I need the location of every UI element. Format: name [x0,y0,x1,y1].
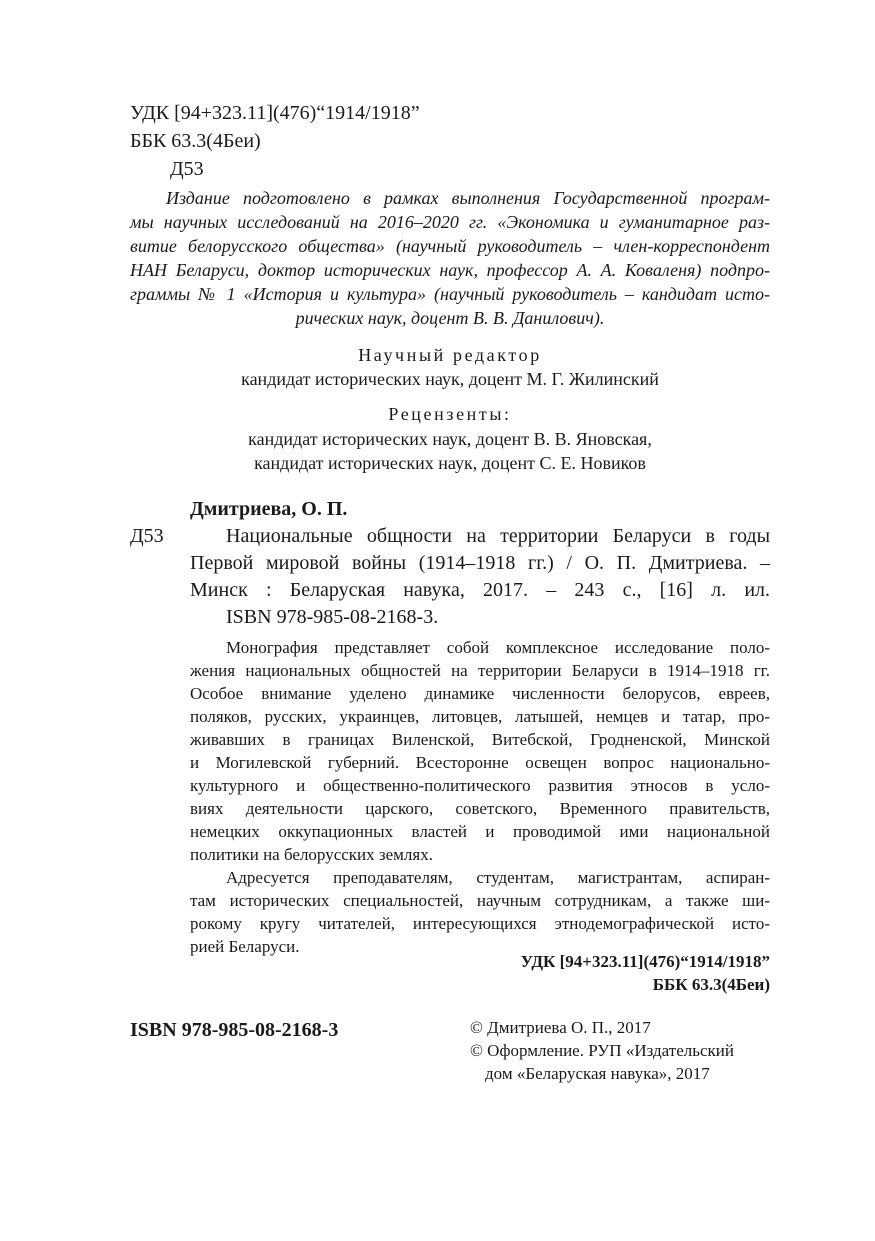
funding-note-line: граммы № 1 «История и культура» (научный руководитель – кандидат исто- [130,284,770,304]
funding-note-line: витие белорусского общества» (научный руководитель – член-корреспондент [130,236,770,256]
abstract-line: жения национальных общностей на территории Беларуси в 1914–1918 гг. [190,661,770,680]
audience-line: рией Беларуси. [190,937,300,956]
editor-name: кандидат исторических наук, доцент М. Г. Жилинский [241,369,659,389]
author-mark: Д53 [170,158,204,180]
reviewers-heading: Рецензенты: [388,404,512,424]
funding-note-line: мы научных исследований на 2016–2020 гг. «Экономика и гуманитарное раз- [130,212,770,232]
catalog-description [190,523,770,631]
bbk-code: ББК 63.3(4Беи) [130,130,261,152]
audience-line: там исторических специальностей, научным сотрудникам, а также ши- [190,891,770,910]
reviewer-name: кандидат исторических наук, доцент В. В. Яновская, [248,429,652,449]
abstract [190,636,770,958]
catalog-isbn: ISBN 978-985-08-2168-3. [226,606,439,628]
catalog-author: Дмитриева, О. П. [190,498,348,520]
abstract-line: культурного и общественно-политического развития этносов в усло- [190,776,770,795]
copyright-design: © Оформление. РУП «Издательский [470,1041,734,1060]
catalog-line: Минск : Беларуская навука, 2017. – 243 с., [16] л. ил. [190,579,770,601]
funding-note-line: НАН Беларуси, доктор исторических наук, профессор А. А. Коваленя) подпро- [130,260,770,280]
footer-bbk: ББК 63.3(4Беи) [652,975,770,994]
abstract-line: немецких оккупационных властей и проводимой ими национальной [190,822,770,841]
catalog-mark: Д53 [130,525,164,547]
catalog-line: Национальные общности на территории Беларуси в годы [226,525,770,547]
funding-note [130,186,770,330]
audience-line: рокому кругу читателей, интересующихся этнодемографической исто- [190,914,770,933]
audience-line: Адресуется преподавателям, студентам, магистрантам, аспиран- [226,868,770,887]
abstract-line: Монография представляет собой комплексное исследование поло- [226,638,770,657]
editor-heading: Научный редактор [358,345,542,365]
abstract-line: поляков, русских, украинцев, литовцев, латышей, немцев и татар, про- [190,707,770,726]
catalog-line: Первой мировой войны (1914–1918 гг.) / О. П. Дмитриева. – [190,552,770,574]
abstract-line: Особое внимание уделено динамике численности белорусов, евреев, [190,684,770,703]
abstract-line: политики на белорусских землях. [190,845,433,864]
copyright-author: © Дмитриева О. П., 2017 [470,1018,651,1037]
udk-code: УДК [94+323.11](476)“1914/1918” [130,102,420,124]
copyright-publisher: дом «Беларуская навука», 2017 [485,1064,710,1083]
abstract-line: живавших в границах Виленской, Витебской, Гродненской, Минской [190,730,770,749]
isbn-bold: ISBN 978-985-08-2168-3 [130,1019,339,1041]
reviewer-name: кандидат исторических наук, доцент С. Е. Новиков [254,453,646,473]
funding-note-line: рических наук, доцент В. В. Данилович). [295,308,605,328]
funding-note-line: Издание подготовлено в рамках выполнения Государственной програм- [166,188,770,208]
abstract-line: виях деятельности царского, советского, Временного правительств, [190,799,770,818]
abstract-line: и Могилевской губерний. Всесторонне освещен вопрос национально- [190,753,770,772]
footer-udk: УДК [94+323.11](476)“1914/1918” [520,952,770,971]
